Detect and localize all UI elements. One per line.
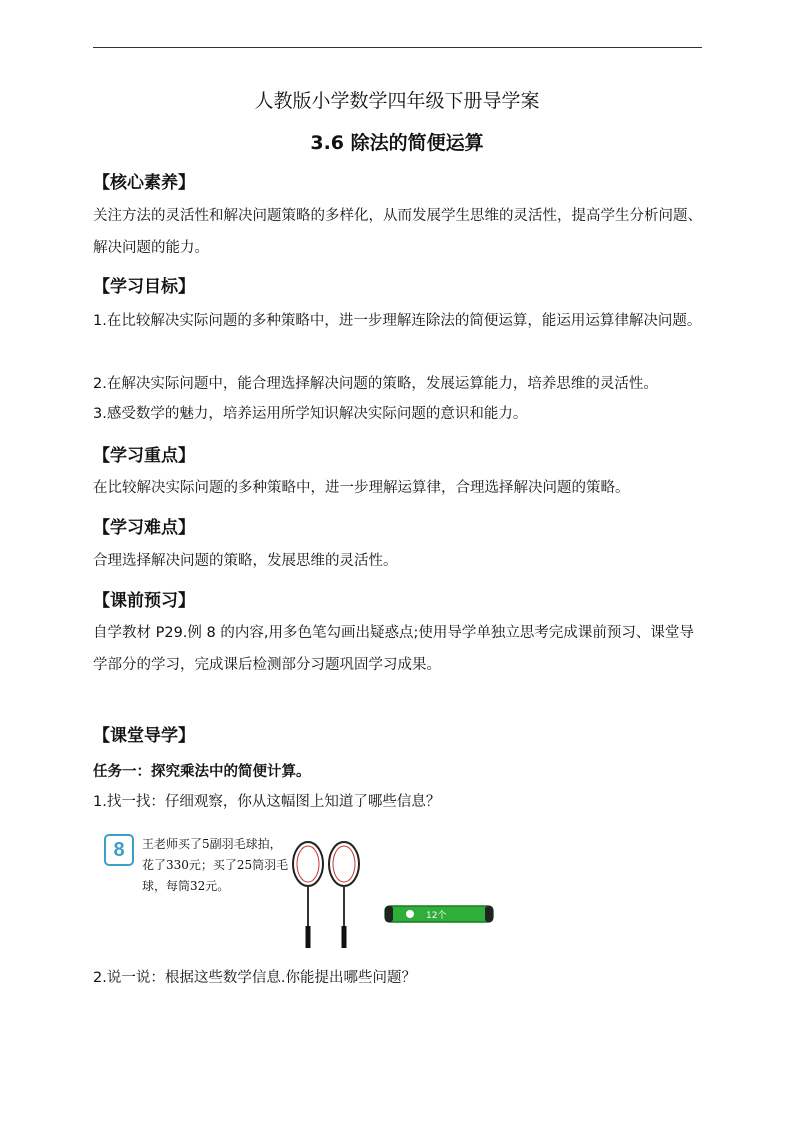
goal-item-3: 3.感受数学的魅力，培养运用所学知识解决实际问题的意识和能力。: [93, 406, 528, 422]
document-title: 人教版小学数学四年级下册导学案: [254, 90, 540, 112]
badminton-rackets-icon: [286, 838, 376, 950]
heading-preview: 【课前预习】: [93, 591, 195, 611]
header-rule: [93, 47, 702, 48]
question-2: 2.说一说：根据这些数学信息.你能提出哪些问题？: [93, 970, 416, 986]
shuttlecock-tube-icon: [384, 903, 494, 925]
goal-item-2: 2.在解决实际问题中，能合理选择解决问题的策略，发展运算能力，培养思维的灵活性。: [93, 376, 658, 392]
heading-goals: 【学习目标】: [93, 277, 195, 297]
heading-key: 【学习重点】: [93, 446, 195, 466]
heading-core: 【核心素养】: [93, 173, 195, 193]
heading-difficult: 【学习难点】: [93, 518, 195, 538]
difficult-text: 合理选择解决问题的策略，发展思维的灵活性。: [93, 553, 398, 569]
task-1: 任务一：探究乘法中的简便计算。: [93, 764, 311, 780]
example-number-badge: 8: [104, 834, 134, 866]
core-text: 关注方法的灵活性和解决问题策略的多样化，从而发展学生思维的灵活性，提高学生分析问题、解决问题的能力。: [93, 208, 702, 256]
example-text: 王老师买了5副羽毛球拍，花了330元；买了25筒羽毛球，每筒32元。: [142, 837, 289, 893]
question-1: 1.找一找：仔细观察，你从这幅图上知道了哪些信息？: [93, 794, 441, 810]
example-illustration: [104, 830, 504, 950]
goal-item-1: 1.在比较解决实际问题的多种策略中，进一步理解连除法的简便运算，能运用运算律解决问题。: [93, 313, 702, 329]
lesson-title: 3.6 除法的简便运算: [310, 132, 484, 154]
preview-text: 自学教材 P29.例 8 的内容,用多色笔勾画出疑惑点;使用导学单独立思考完成课前预习、课堂导学部分的学习，完成课后检测部分习题巩固学习成果。: [93, 625, 694, 673]
tube-label: 12个: [426, 911, 447, 921]
key-text: 在比较解决实际问题的多种策略中，进一步理解运算律，合理选择解决问题的策略。: [93, 480, 630, 496]
heading-guide: 【课堂导学】: [93, 726, 195, 746]
